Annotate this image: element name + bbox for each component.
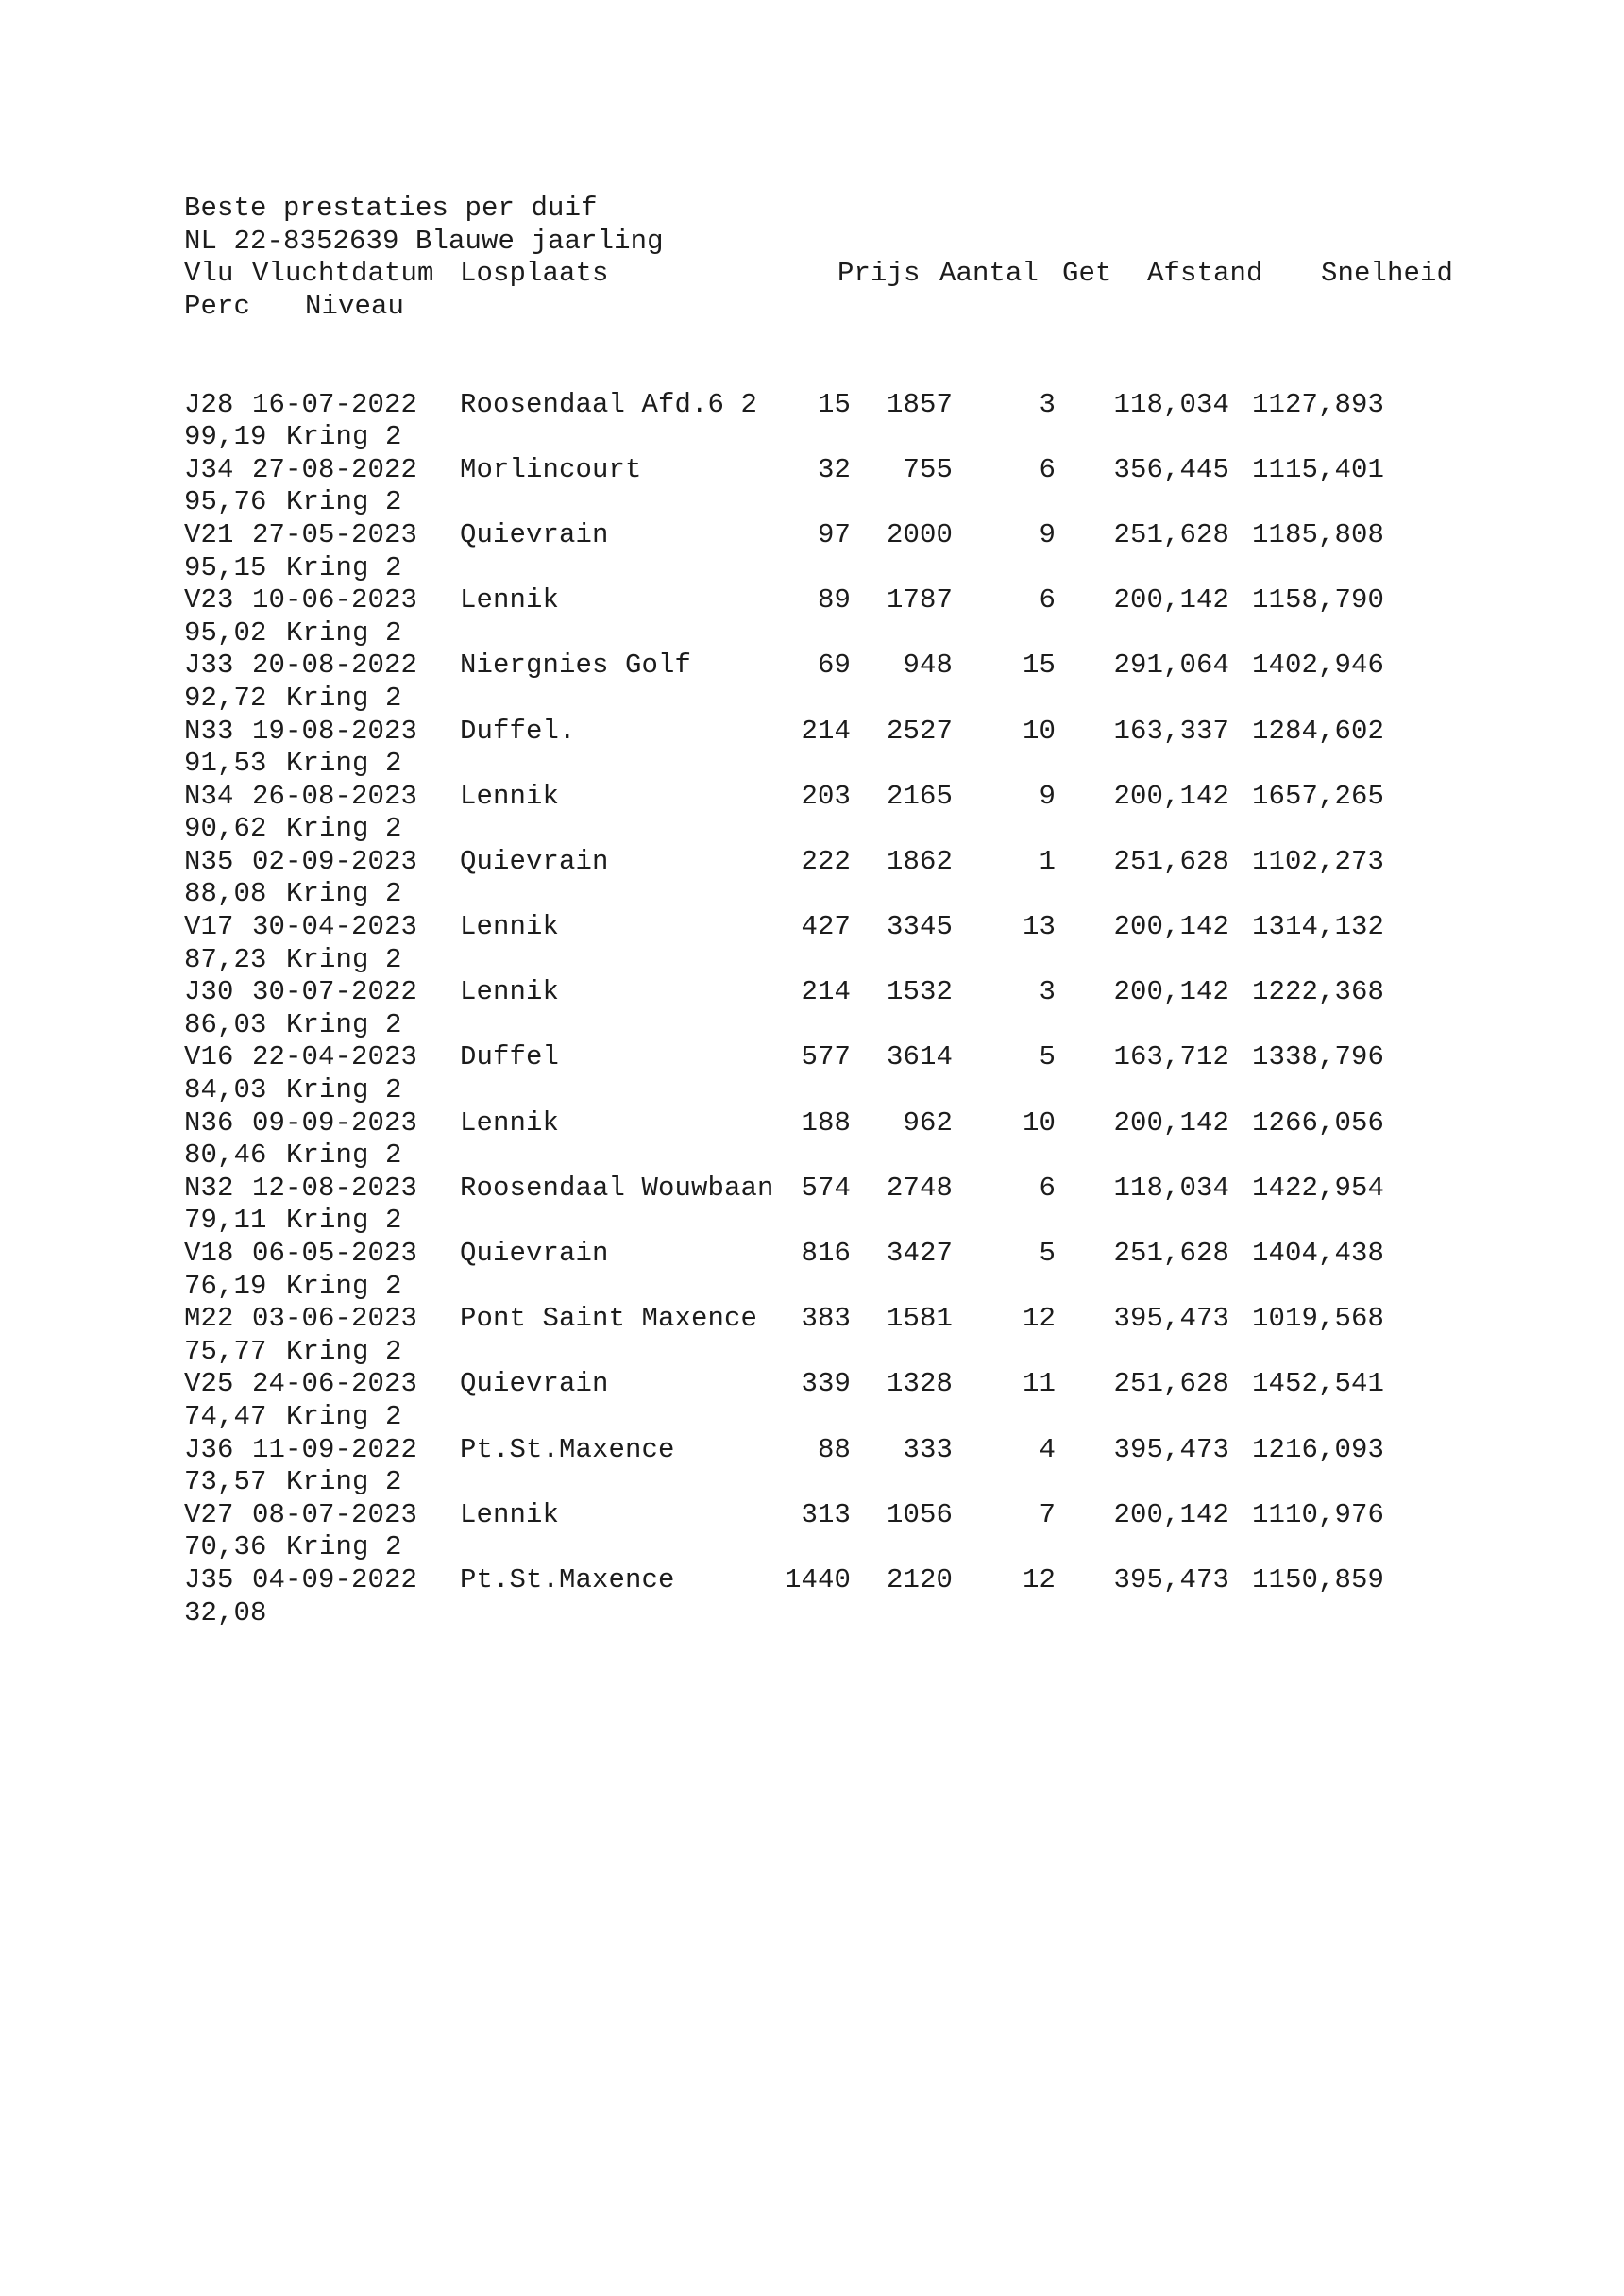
speed: 1115,401 xyxy=(1251,453,1384,485)
distance: 291,064 xyxy=(1113,650,1229,682)
release-location: Quievrain xyxy=(460,1238,609,1269)
result-row xyxy=(184,1368,1506,1401)
flight-date: 16-07-2022 xyxy=(252,388,418,420)
level: Kring 2 xyxy=(286,878,402,910)
participant-count: 755 xyxy=(903,453,953,485)
flight-code: V25 xyxy=(184,1368,234,1400)
header-snelheid: Snelheid xyxy=(1321,258,1454,290)
percentage: 88,08 xyxy=(184,878,267,910)
participant-count: 1787 xyxy=(886,584,953,616)
flight-date: 09-09-2023 xyxy=(252,1106,418,1139)
release-location: Pt.St.Maxence xyxy=(460,1563,675,1595)
percentage: 70,36 xyxy=(184,1531,267,1563)
level: Kring 2 xyxy=(286,486,402,518)
get-value: 12 xyxy=(1022,1303,1056,1335)
release-location: Lennik xyxy=(460,780,560,812)
participant-count: 1581 xyxy=(886,1303,953,1335)
result-row-detail xyxy=(184,1336,1506,1369)
header-prijs: Prijs xyxy=(837,258,921,290)
flight-code: N32 xyxy=(184,1172,234,1204)
participant-count: 1862 xyxy=(886,845,953,877)
level: Kring 2 xyxy=(286,1205,402,1237)
get-value: 4 xyxy=(1039,1433,1056,1465)
percentage: 86,03 xyxy=(184,1008,267,1040)
release-location: Lennik xyxy=(460,584,560,616)
distance: 395,473 xyxy=(1113,1433,1229,1465)
participant-count: 2165 xyxy=(886,780,953,812)
flight-code: M22 xyxy=(184,1303,234,1335)
prize-rank: 88 xyxy=(817,1433,851,1465)
flight-date: 26-08-2023 xyxy=(252,780,418,812)
result-row-detail xyxy=(184,1009,1506,1042)
result-row xyxy=(184,846,1506,879)
get-value: 5 xyxy=(1039,1238,1056,1269)
flight-date: 22-04-2023 xyxy=(252,1041,418,1073)
speed: 1452,541 xyxy=(1251,1368,1384,1400)
flight-date: 12-08-2023 xyxy=(252,1172,418,1204)
distance: 200,142 xyxy=(1113,976,1229,1008)
prize-rank: 313 xyxy=(801,1498,851,1530)
percentage: 91,53 xyxy=(184,748,267,780)
flight-code: V23 xyxy=(184,584,234,616)
participant-count: 1857 xyxy=(886,388,953,420)
get-value: 13 xyxy=(1022,911,1056,943)
result-row-detail xyxy=(184,486,1506,519)
percentage: 84,03 xyxy=(184,1074,267,1106)
flight-code: N35 xyxy=(184,845,234,877)
participant-count: 3614 xyxy=(886,1041,953,1073)
flight-code: J30 xyxy=(184,976,234,1008)
prize-rank: 203 xyxy=(801,780,851,812)
distance: 118,034 xyxy=(1113,388,1229,420)
speed: 1657,265 xyxy=(1251,780,1384,812)
result-row-detail xyxy=(184,683,1506,716)
participant-count: 3345 xyxy=(886,911,953,943)
participant-count: 2748 xyxy=(886,1172,953,1204)
distance: 163,712 xyxy=(1113,1041,1229,1073)
get-value: 7 xyxy=(1039,1498,1056,1530)
report-title: Beste prestaties per duif xyxy=(184,193,598,224)
result-row xyxy=(184,976,1506,1009)
flight-code: V17 xyxy=(184,911,234,943)
flight-code: V21 xyxy=(184,518,234,550)
participant-count: 1056 xyxy=(886,1498,953,1530)
distance: 251,628 xyxy=(1113,845,1229,877)
speed: 1110,976 xyxy=(1251,1498,1384,1530)
release-location: Roosendaal Afd.6 2 xyxy=(460,388,758,420)
get-value: 9 xyxy=(1039,780,1056,812)
percentage: 75,77 xyxy=(184,1335,267,1367)
release-location: Duffel. xyxy=(460,715,576,747)
header-get: Get xyxy=(1062,258,1112,290)
result-row-detail xyxy=(184,1401,1506,1434)
level: Kring 2 xyxy=(286,1008,402,1040)
result-row-detail xyxy=(184,1466,1506,1499)
flight-date: 30-04-2023 xyxy=(252,911,418,943)
level: Kring 2 xyxy=(286,551,402,583)
level: Kring 2 xyxy=(286,1531,402,1563)
distance: 251,628 xyxy=(1113,518,1229,550)
report-page xyxy=(184,193,1506,1629)
percentage: 79,11 xyxy=(184,1205,267,1237)
distance: 200,142 xyxy=(1113,1106,1229,1139)
distance: 200,142 xyxy=(1113,911,1229,943)
participant-count: 948 xyxy=(903,650,953,682)
speed: 1314,132 xyxy=(1251,911,1384,943)
prize-rank: 89 xyxy=(817,584,851,616)
percentage: 92,72 xyxy=(184,682,267,714)
result-row xyxy=(184,1303,1506,1336)
flight-date: 27-05-2023 xyxy=(252,518,418,550)
prize-rank: 816 xyxy=(801,1238,851,1269)
header-perc: Perc xyxy=(184,290,251,322)
percentage: 76,19 xyxy=(184,1270,267,1302)
flight-date: 27-08-2022 xyxy=(252,453,418,485)
flight-code: J35 xyxy=(184,1563,234,1595)
prize-rank: 1440 xyxy=(784,1563,851,1595)
result-row-detail xyxy=(184,1271,1506,1304)
percentage: 73,57 xyxy=(184,1466,267,1498)
result-row xyxy=(184,1238,1506,1271)
speed: 1216,093 xyxy=(1251,1433,1384,1465)
result-row xyxy=(184,1499,1506,1532)
release-location: Pt.St.Maxence xyxy=(460,1433,675,1465)
flight-date: 02-09-2023 xyxy=(252,845,418,877)
participant-count: 3427 xyxy=(886,1238,953,1269)
distance: 118,034 xyxy=(1113,1172,1229,1204)
prize-rank: 69 xyxy=(817,650,851,682)
percentage: 95,76 xyxy=(184,486,267,518)
level: Kring 2 xyxy=(286,1466,402,1498)
distance: 163,337 xyxy=(1113,715,1229,747)
participant-count: 2120 xyxy=(886,1563,953,1595)
release-location: Pont Saint Maxence xyxy=(460,1303,758,1335)
result-row xyxy=(184,454,1506,487)
participant-count: 2527 xyxy=(886,715,953,747)
flight-code: V18 xyxy=(184,1238,234,1269)
result-row xyxy=(184,519,1506,552)
level: Kring 2 xyxy=(286,1074,402,1106)
spacer xyxy=(184,356,1506,389)
get-value: 12 xyxy=(1022,1563,1056,1595)
speed: 1222,368 xyxy=(1251,976,1384,1008)
speed: 1338,796 xyxy=(1251,1041,1384,1073)
result-row xyxy=(184,781,1506,814)
result-row-detail xyxy=(184,813,1506,846)
column-header-row-2 xyxy=(184,291,1506,324)
get-value: 6 xyxy=(1039,453,1056,485)
percentage: 32,08 xyxy=(184,1596,267,1629)
prize-rank: 574 xyxy=(801,1172,851,1204)
prize-rank: 339 xyxy=(801,1368,851,1400)
speed: 1266,056 xyxy=(1251,1106,1384,1139)
speed: 1019,568 xyxy=(1251,1303,1384,1335)
get-value: 1 xyxy=(1039,845,1056,877)
speed: 1284,602 xyxy=(1251,715,1384,747)
flight-date: 24-06-2023 xyxy=(252,1368,418,1400)
flight-date: 08-07-2023 xyxy=(252,1498,418,1530)
get-value: 11 xyxy=(1022,1368,1056,1400)
flight-code: N36 xyxy=(184,1106,234,1139)
prize-rank: 383 xyxy=(801,1303,851,1335)
level: Kring 2 xyxy=(286,748,402,780)
spacer xyxy=(184,323,1506,356)
release-location: Morlincourt xyxy=(460,453,642,485)
result-row-detail xyxy=(184,1597,1506,1630)
prize-rank: 188 xyxy=(801,1106,851,1139)
prize-rank: 427 xyxy=(801,911,851,943)
flight-date: 19-08-2023 xyxy=(252,715,418,747)
percentage: 87,23 xyxy=(184,943,267,975)
level: Kring 2 xyxy=(286,1400,402,1432)
release-location: Quievrain xyxy=(460,1368,609,1400)
header-afstand: Afstand xyxy=(1147,258,1263,290)
flight-code: J28 xyxy=(184,388,234,420)
result-row xyxy=(184,1041,1506,1074)
result-row xyxy=(184,584,1506,617)
result-row xyxy=(184,1173,1506,1206)
pigeon-identity: NL 22-8352639 Blauwe jaarling xyxy=(184,225,664,257)
flight-code: J33 xyxy=(184,650,234,682)
column-header-row xyxy=(184,258,1506,291)
participant-count: 1532 xyxy=(886,976,953,1008)
percentage: 99,19 xyxy=(184,421,267,453)
participant-count: 2000 xyxy=(886,518,953,550)
distance: 251,628 xyxy=(1113,1368,1229,1400)
result-row xyxy=(184,716,1506,749)
get-value: 5 xyxy=(1039,1041,1056,1073)
distance: 200,142 xyxy=(1113,780,1229,812)
result-row xyxy=(184,1107,1506,1140)
header-vluchtdatum: Vluchtdatum xyxy=(252,258,434,290)
participant-count: 1328 xyxy=(886,1368,953,1400)
prize-rank: 222 xyxy=(801,845,851,877)
flight-code: N33 xyxy=(184,715,234,747)
percentage: 95,02 xyxy=(184,616,267,649)
result-row-detail xyxy=(184,1205,1506,1238)
speed: 1150,859 xyxy=(1251,1563,1384,1595)
header-losplaats: Losplaats xyxy=(460,258,609,290)
level: Kring 2 xyxy=(286,682,402,714)
header-niveau: Niveau xyxy=(305,290,405,322)
get-value: 6 xyxy=(1039,584,1056,616)
get-value: 6 xyxy=(1039,1172,1056,1204)
result-row-detail xyxy=(184,878,1506,911)
result-row-detail xyxy=(184,421,1506,454)
get-value: 3 xyxy=(1039,976,1056,1008)
prize-rank: 15 xyxy=(817,388,851,420)
release-location: Niergnies Golf xyxy=(460,650,692,682)
result-row-detail xyxy=(184,1140,1506,1173)
get-value: 10 xyxy=(1022,1106,1056,1139)
level: Kring 2 xyxy=(286,943,402,975)
level: Kring 2 xyxy=(286,421,402,453)
level: Kring 2 xyxy=(286,1335,402,1367)
percentage: 74,47 xyxy=(184,1400,267,1432)
flight-code: J36 xyxy=(184,1433,234,1465)
speed: 1127,893 xyxy=(1251,388,1384,420)
header-aantal: Aantal xyxy=(939,258,1040,290)
release-location: Lennik xyxy=(460,1498,560,1530)
get-value: 10 xyxy=(1022,715,1056,747)
release-location: Lennik xyxy=(460,976,560,1008)
distance: 395,473 xyxy=(1113,1563,1229,1595)
result-row-detail xyxy=(184,552,1506,585)
result-row xyxy=(184,389,1506,422)
flight-code: V27 xyxy=(184,1498,234,1530)
speed: 1404,438 xyxy=(1251,1238,1384,1269)
get-value: 15 xyxy=(1022,650,1056,682)
result-row xyxy=(184,650,1506,683)
flight-code: J34 xyxy=(184,453,234,485)
speed: 1185,808 xyxy=(1251,518,1384,550)
flight-date: 06-05-2023 xyxy=(252,1238,418,1269)
release-location: Lennik xyxy=(460,1106,560,1139)
percentage: 90,62 xyxy=(184,813,267,845)
result-row-detail xyxy=(184,944,1506,977)
participant-count: 333 xyxy=(903,1433,953,1465)
flight-date: 20-08-2022 xyxy=(252,650,418,682)
flight-date: 11-09-2022 xyxy=(252,1433,418,1465)
distance: 356,445 xyxy=(1113,453,1229,485)
speed: 1102,273 xyxy=(1251,845,1384,877)
get-value: 3 xyxy=(1039,388,1056,420)
result-row-detail xyxy=(184,617,1506,650)
prize-rank: 214 xyxy=(801,715,851,747)
release-location: Roosendaal Wouwbaan xyxy=(460,1172,774,1204)
release-location: Lennik xyxy=(460,911,560,943)
flight-date: 04-09-2022 xyxy=(252,1563,418,1595)
prize-rank: 577 xyxy=(801,1041,851,1073)
flight-date: 30-07-2022 xyxy=(252,976,418,1008)
prize-rank: 214 xyxy=(801,976,851,1008)
prize-rank: 32 xyxy=(817,453,851,485)
release-location: Quievrain xyxy=(460,518,609,550)
distance: 251,628 xyxy=(1113,1238,1229,1269)
speed: 1402,946 xyxy=(1251,650,1384,682)
flight-code: V16 xyxy=(184,1041,234,1073)
header-vlu: Vlu xyxy=(184,258,234,290)
level: Kring 2 xyxy=(286,1270,402,1302)
distance: 200,142 xyxy=(1113,1498,1229,1530)
get-value: 9 xyxy=(1039,518,1056,550)
result-row-detail xyxy=(184,1531,1506,1564)
level: Kring 2 xyxy=(286,1140,402,1172)
release-location: Quievrain xyxy=(460,845,609,877)
level: Kring 2 xyxy=(286,616,402,649)
percentage: 80,46 xyxy=(184,1140,267,1172)
result-row xyxy=(184,911,1506,944)
level: Kring 2 xyxy=(286,813,402,845)
distance: 200,142 xyxy=(1113,584,1229,616)
flight-date: 03-06-2023 xyxy=(252,1303,418,1335)
result-row xyxy=(184,1564,1506,1597)
result-row xyxy=(184,1434,1506,1467)
result-row-detail xyxy=(184,748,1506,781)
participant-count: 962 xyxy=(903,1106,953,1139)
speed: 1158,790 xyxy=(1251,584,1384,616)
result-row-detail xyxy=(184,1074,1506,1107)
prize-rank: 97 xyxy=(817,518,851,550)
percentage: 95,15 xyxy=(184,551,267,583)
flight-code: N34 xyxy=(184,780,234,812)
release-location: Duffel xyxy=(460,1041,560,1073)
results-list xyxy=(184,389,1506,1630)
flight-date: 10-06-2023 xyxy=(252,584,418,616)
distance: 395,473 xyxy=(1113,1303,1229,1335)
speed: 1422,954 xyxy=(1251,1172,1384,1204)
